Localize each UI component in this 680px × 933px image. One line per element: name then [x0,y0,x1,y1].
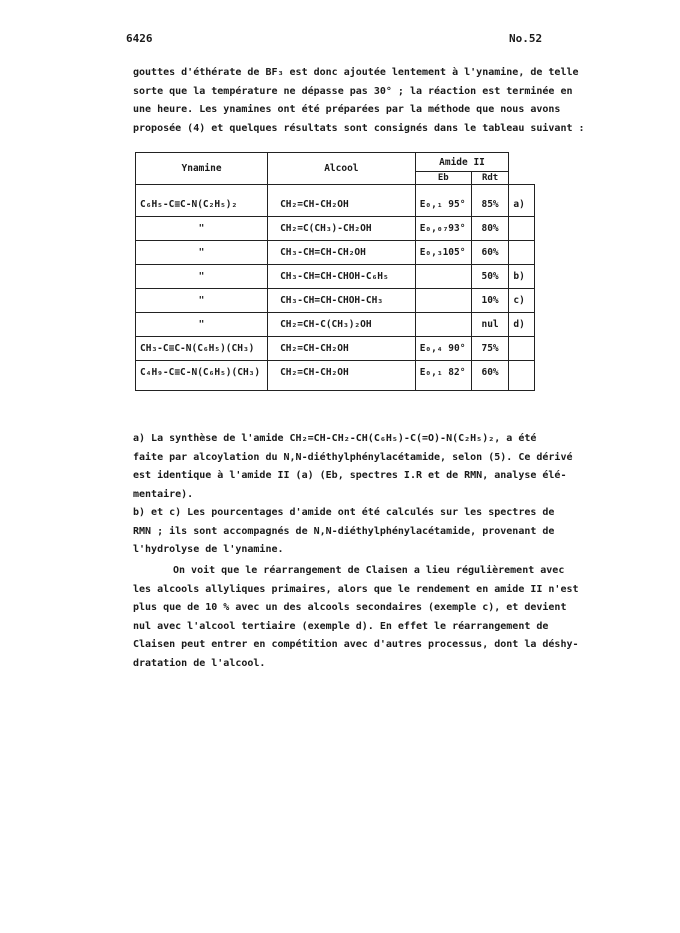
cell-rdt: 10% [471,289,509,313]
cell-eb: E₀,₃105° [415,241,471,265]
cell-note [509,217,535,241]
cell-ynamine: CH₃-C≡C-N(C₆H₅)(CH₃) [136,337,268,361]
cell-eb: E₀,₁ 95° [415,185,471,217]
col-header-note [509,153,535,185]
cell-eb: E₀,₁ 82° [415,361,471,391]
text-line: l'hydrolyse de l'ynamine. [133,544,284,555]
cell-eb: E₀,₄ 90° [415,337,471,361]
cell-rdt: 50% [471,265,509,289]
col-header-ynamine: Ynamine [136,153,268,185]
page-number: 6426 [126,32,153,45]
text-line: b) et c) Les pourcentages d'amide ont été calculés sur les spectres de [133,507,555,518]
cell-eb [415,265,471,289]
cell-eb: E₀,₀₇93° [415,217,471,241]
cell-ynamine: " [136,313,268,337]
cell-note: a) [509,185,535,217]
intro-paragraph [133,64,585,138]
text-line: est identique à l'amide II (a) (Eb, spectres I.R et de RMN, analyse élé- [133,470,567,481]
cell-alcool: CH₂=C(CH₃)-CH₂OH [268,217,416,241]
table-row [136,361,535,391]
cell-alcool: CH₂=CH-CH₂OH [268,337,416,361]
text-line [133,562,563,581]
issue-number: No.52 [509,32,543,45]
cell-alcool: CH₃-CH=CH-CH₂OH [268,241,416,265]
cell-alcool: CH₂=CH-CH₂OH [268,185,416,217]
text-line: nul avec l'alcool tertiaire (exemple d). En effet le réarrangement de [133,620,549,632]
cell-eb [415,289,471,313]
cell-rdt: 80% [471,217,509,241]
col-header-alcool: Alcool [268,153,416,185]
cell-rdt: 60% [471,241,509,265]
notes-paragraph [133,430,573,560]
col-header-amide: Amide II [415,153,509,172]
cell-alcool: CH₃-CH=CH-CHOH-CH₃ [268,289,416,313]
cell-alcool: CH₂=CH-C(CH₃)₂OH [268,313,416,337]
cell-eb [415,313,471,337]
text-line: faite par alcoylation du N,N-diéthylphénylacétamide, selon (5). Ce dérivé [133,451,573,463]
table-row [136,185,535,217]
cell-alcool: CH₃-CH=CH-CHOH-C₆H₅ [268,265,416,289]
text-line: a) La synthèse de l'amide CH₂=CH-CH₂-CH(C₆H₅)-C(=O)-N(C₂H₅)₂, a été [133,433,537,444]
cell-rdt: 60% [471,361,509,391]
cell-rdt: 75% [471,337,509,361]
text-line: dratation de l'alcool. [133,657,266,669]
cell-rdt: 85% [471,185,509,217]
text-line: RMN ; ils sont accompagnés de N,N-diéthylphénylacétamide, provenant de [133,525,555,537]
cell-note: d) [509,313,535,337]
cell-alcool: CH₂=CH-CH₂OH [268,361,416,391]
text-line: les alcools allyliques primaires, alors que le rendement en amide II n'est [133,583,579,595]
cell-note [509,361,535,391]
col-header-rdt: Rdt [471,172,509,185]
col-header-eb: Eb [415,172,471,185]
table-row [136,217,535,241]
cell-rdt: nul [471,313,509,337]
text-line: sorte que la température ne dépasse pas 30° ; la réaction est terminée en [133,85,573,97]
table-row [136,313,535,337]
cell-ynamine: " [136,289,268,313]
table-row [136,241,535,265]
text-line-content: On voit que le réarrangement de Claisen a lieu régulièrement avec [173,565,565,576]
cell-ynamine: " [136,265,268,289]
cell-note [509,241,535,265]
text-line: une heure. Les ynamines ont été préparées par la méthode que nous avons [133,104,561,115]
cell-ynamine: C₄H₉-C≡C-N(C₆H₅)(CH₃) [136,361,268,391]
table-row [136,289,535,313]
text-line: proposée (4) et quelques résultats sont consignés dans le tableau suivant : [133,122,585,134]
cell-ynamine: " [136,241,268,265]
results-table [135,152,535,391]
conclusion-paragraph [133,562,579,673]
table-row [136,265,535,289]
text-line: gouttes d'éthérate de BF₃ est donc ajoutée lentement à l'ynamine, de telle [133,67,579,78]
text-line: Claisen peut entrer en compétition avec d'autres processus, dont la déshy- [133,639,579,650]
cell-ynamine: C₆H₅-C≡C-N(C₂H₅)₂ [136,185,268,217]
cell-note: c) [509,289,535,313]
cell-note [509,337,535,361]
text-line: plus que de 10 % avec un des alcools secondaires (exemple c), et devient [133,602,567,613]
text-line: mentaire). [133,488,194,500]
cell-note: b) [509,265,535,289]
table-row [136,337,535,361]
cell-ynamine: " [136,217,268,241]
